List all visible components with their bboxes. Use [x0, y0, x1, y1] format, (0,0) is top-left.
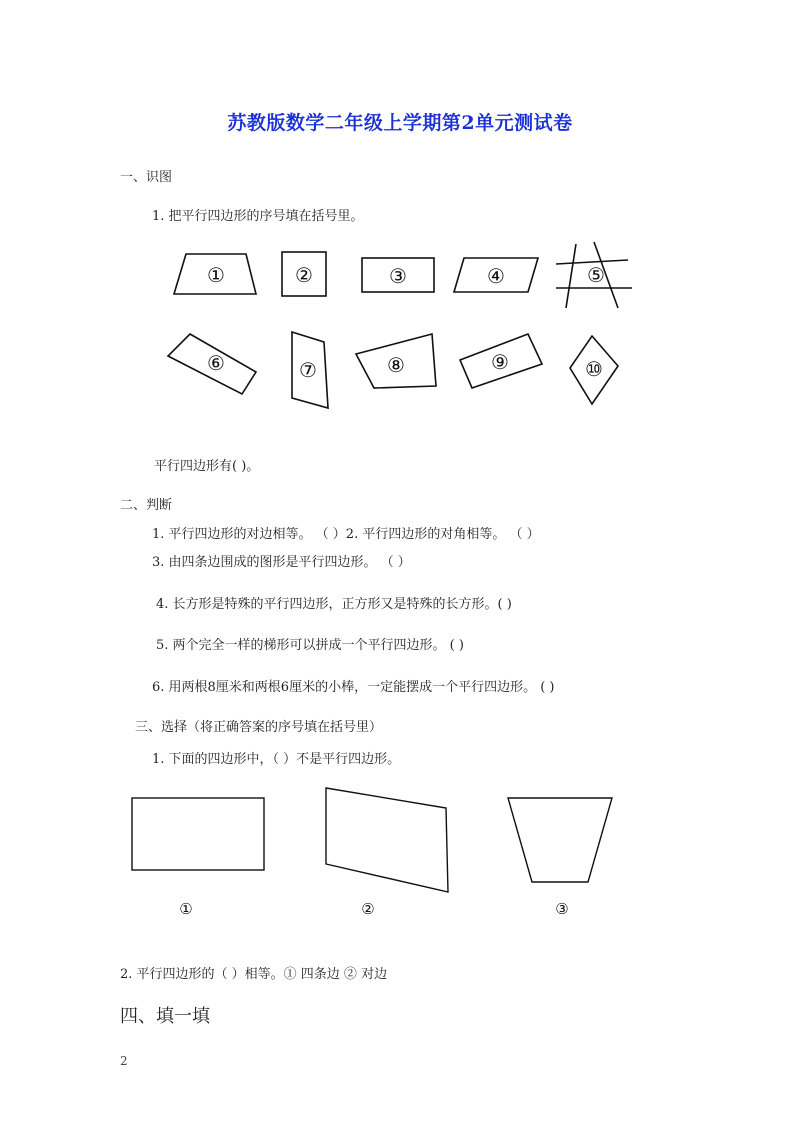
choice-label-1: ①: [179, 900, 193, 918]
page-number: 2: [120, 1054, 128, 1068]
shape-label-10: ⑩: [585, 357, 603, 381]
section-1-heading: 一、识图: [120, 170, 173, 185]
section-1-answer-line: 平行四边形有( )。: [154, 459, 260, 474]
judge-item-5: 5. 两个完全一样的梯形可以拼成一个平行四边形。 ( ): [156, 638, 464, 653]
section-4-heading: 四、填一填: [120, 1006, 210, 1027]
judge-item-3: 3. 由四条边围成的图形是平行四边形。 （ ）: [152, 555, 411, 570]
section-3-heading: 三、选择（将正确答案的序号填在括号里）: [135, 720, 383, 735]
choice-shape-1: [132, 798, 264, 870]
shape-label-5: ⑤: [587, 263, 605, 287]
choice-shapes-figure: [120, 780, 640, 920]
section-2-heading: 二、判断: [120, 498, 173, 513]
shape-label-4: ④: [487, 264, 505, 288]
choice-shape-3: [508, 798, 612, 882]
shape-label-7: ⑦: [299, 358, 317, 382]
page-title: 苏教版数学二年级上学期第2单元测试卷: [227, 112, 573, 134]
choice-label-3: ③: [555, 900, 569, 918]
shape-label-6: ⑥: [207, 351, 225, 375]
judge-item-4: 4. 长方形是特殊的平行四边形，正方形又是特殊的长方形。( ): [156, 597, 512, 612]
shape-label-2: ②: [295, 263, 313, 287]
shape-label-8: ⑧: [387, 353, 405, 377]
choice-shape-2: [326, 788, 448, 892]
shape-label-1: ①: [207, 263, 225, 287]
judge-item-6: 6. 用两根8厘米和两根6厘米的小棒，一定能摆成一个平行四边形。 ( ): [152, 680, 555, 695]
shape-label-3: ③: [389, 264, 407, 288]
choice-label-2: ②: [361, 900, 375, 918]
question-3-2: 2. 平行四边形的（ ）相等。① 四条边 ② 对边: [120, 967, 388, 982]
question-3-1: 1. 下面的四边形中，（ ）不是平行四边形。: [152, 752, 401, 767]
question-1-1: 1. 把平行四边形的序号填在括号里。: [152, 209, 364, 224]
shapes-figure: [160, 236, 640, 416]
shape-label-9: ⑨: [491, 350, 509, 374]
judge-item-1-2: 1. 平行四边形的对边相等。 （ ）2. 平行四边形的对角相等。 （ ）: [152, 527, 540, 542]
